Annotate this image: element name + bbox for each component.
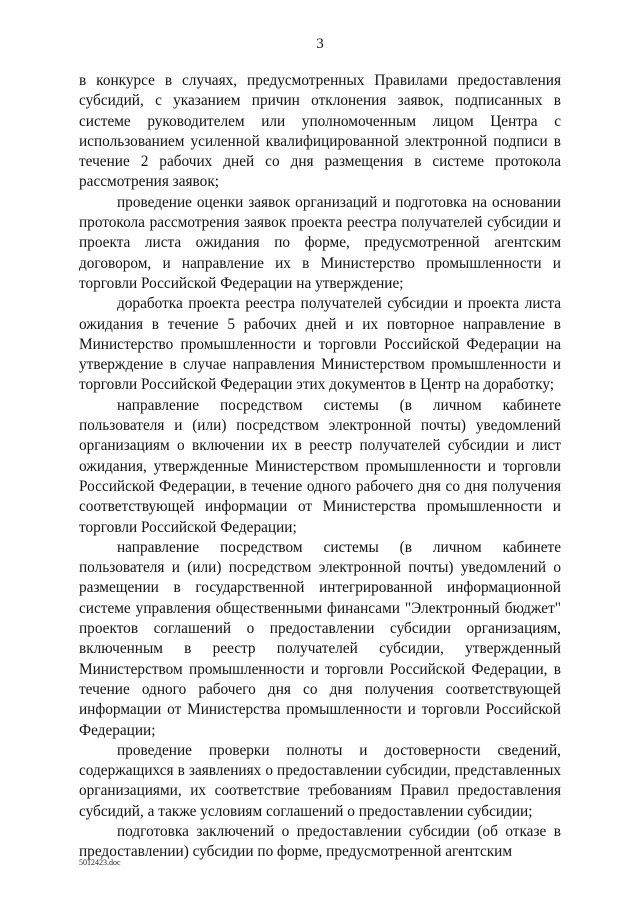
page-number: 3 bbox=[316, 36, 324, 52]
paragraph: направление посредством системы (в личном кабинете пользователя и (или) посредством электронной почты) уведомлений о размещении в государственной интегрированной информационной системе управления общественными финансами "Электронный бюджет" проектов соглашений о предоставлении субсидии организациям, включенным в реестр получателей субсидии, утвержденный Министерством промышленности и торговли Российской Федерации, в течение одного рабочего дня со дня получения соответствующей информации от Министерства промышленности и торговли Российской Федерации; bbox=[79, 538, 561, 739]
document-body bbox=[79, 71, 561, 863]
paragraph: проведение проверки полноты и достоверности сведений, содержащихся в заявлениях о предоставлении субсидии, представленных организациями, их соответствие требованиям Правил предоставления субсидий, а также условиям соглашений о предоставлении субсидии; bbox=[79, 741, 561, 820]
paragraph: направление посредством системы (в личном кабинете пользователя и (или) посредством электронной почты) уведомлений организациям о включении их в реестр получателей субсидии и лист ожидания, утвержденные Министерством промышленности и торговли Российской Федерации, в течение одного рабочего дня со дня получения соответствующей информации от Министерства промышленности и торговли Российской Федерации; bbox=[79, 396, 561, 536]
paragraph: подготовка заключений о предоставлении субсидии (об отказе в предоставлении) субсидии по форме, предусмотренной агентским bbox=[79, 822, 561, 861]
footer-filename: 5012423.doc bbox=[79, 858, 121, 867]
paragraph: доработка проекта реестра получателей субсидии и проекта листа ожидания в течение 5 рабочих дней и их повторное направление в Министерство промышленности и торговли Российской Федерации на утверждение в случае направления Министерством промышленности и торговли Российской Федерации этих документов в Центр на доработку; bbox=[79, 295, 561, 394]
paragraph: в конкурсе в случаях, предусмотренных Правилами предоставления субсидий, с указанием причин отклонения заявок, подписанных в системе руководителем или уполномоченным лицом Центра с использованием усиленной квалифицированной электронной подписи в течение 2 рабочих дней со дня размещения в системе протокола рассмотрения заявок; bbox=[79, 72, 561, 191]
paragraph: проведение оценки заявок организаций и подготовка на основании протокола рассмотрения заявок проекта реестра получателей субсидии и проекта листа ожидания по форме, предусмотренной агентским договором, и направление их в Министерство промышленности и торговли Российской Федерации на утверждение; bbox=[79, 193, 561, 292]
